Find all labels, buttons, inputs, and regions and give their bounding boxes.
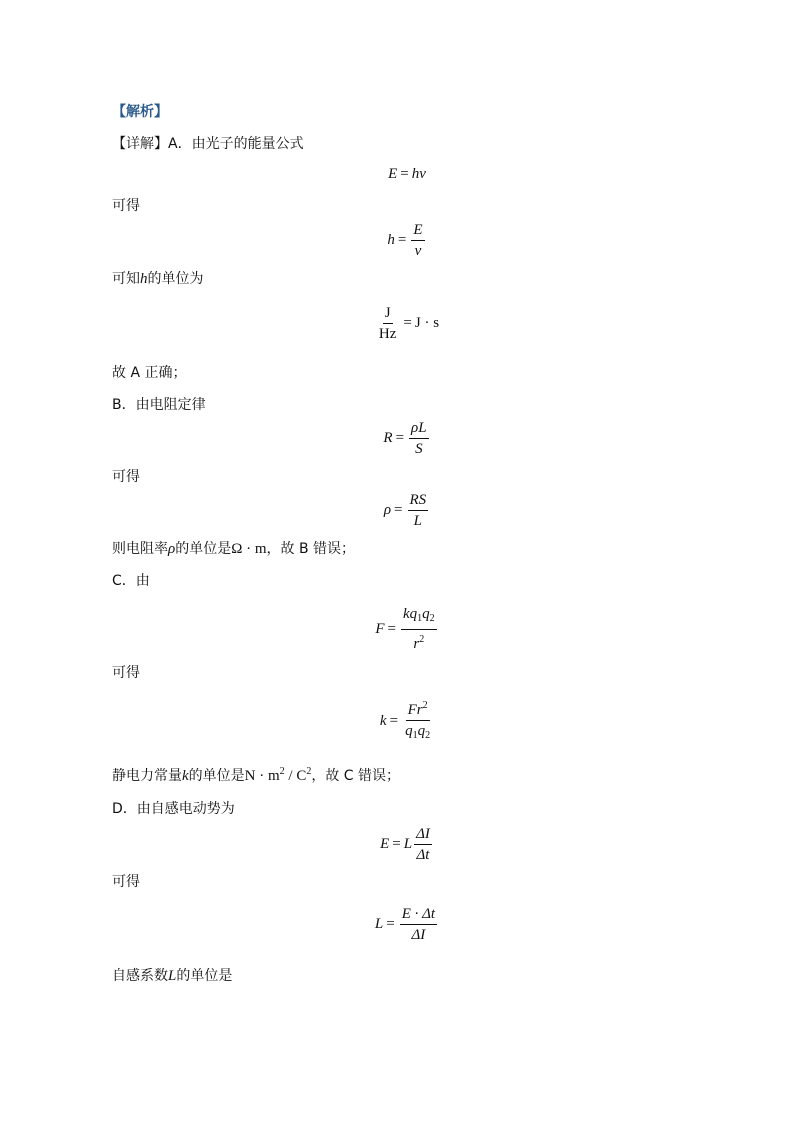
detail-line-a <box>112 135 304 153</box>
a-derive: 可得 <box>112 198 140 214</box>
equation-b2: ρ = $\frac{RS}{L}$ <box>383 492 427 529</box>
d-intro: D．由自感电动势为 <box>112 801 235 817</box>
equation-a3: $\frac{J}{Hz}$ = J · s <box>378 305 440 342</box>
section-heading: 【解析】 <box>112 104 168 120</box>
equation-d2: L = $\frac{E \cdot \Delta t}{\Delta I}$ <box>374 906 436 943</box>
equation-a2: h = $\frac{E}{\nu}$ <box>387 222 423 259</box>
equation-c2: k = $\frac{Fr^2}{q_1q_2}$ <box>379 700 431 741</box>
a-intro: A．由光子的能量公式 <box>168 136 304 152</box>
equation-b1: R = $\frac{\rho L}{S}$ <box>383 420 427 457</box>
c-intro: C．由 <box>112 573 150 589</box>
a-conclusion: 故 A 正确； <box>112 365 187 381</box>
b-conclusion: 则电阻率ρ的单位是Ω · m，故 B 错误； <box>112 541 356 557</box>
b-derive: 可得 <box>112 469 140 485</box>
equation-c1: F = $\frac{kq_1q_2}{r^2}$ <box>375 606 435 652</box>
d-conclusion: 自感系数L的单位是 <box>112 968 233 984</box>
a-unit-line: 可知h的单位为 <box>112 271 204 287</box>
c-conclusion: 静电力常量k的单位是$N \cdot m^2 / C^2$，故 C 错误； <box>112 766 401 784</box>
c-derive: 可得 <box>112 665 140 681</box>
detail-prefix: 【详解】 <box>112 136 168 152</box>
d-derive: 可得 <box>112 874 140 890</box>
equation-d1: E = L $\frac{\Delta I}{\Delta t}$ <box>380 826 430 863</box>
b-intro: B．由电阻定律 <box>112 397 206 413</box>
equation-a1: E = hν <box>388 166 426 182</box>
